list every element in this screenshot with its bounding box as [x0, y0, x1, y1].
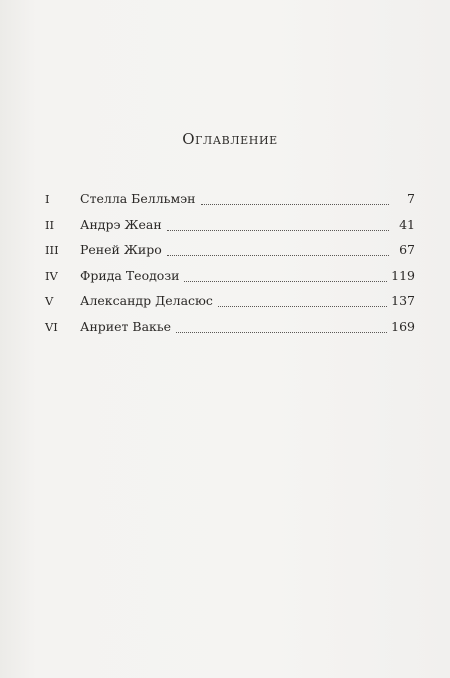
chapter-title: Андрэ Жеан	[80, 216, 162, 232]
chapter-title: Стелла Белльмэн	[80, 191, 196, 206]
toc-entry	[45, 292, 415, 318]
dot-leader	[176, 321, 387, 333]
dot-leader	[184, 270, 387, 282]
chapter-title: Александр Деласюс	[80, 293, 213, 308]
chapter-numeral: I	[45, 192, 50, 206]
toc-entry	[45, 267, 415, 293]
toc-entry	[45, 318, 415, 344]
chapter-numeral: II	[45, 217, 55, 232]
page-number: 67	[399, 242, 415, 257]
dot-leader	[167, 244, 389, 256]
dot-leader	[167, 219, 389, 231]
page-number: 41	[399, 216, 415, 232]
toc-entry	[45, 190, 415, 216]
page-number: 137	[391, 293, 415, 308]
page-number: 119	[391, 267, 415, 283]
toc-entry	[45, 216, 415, 242]
chapter-numeral: V	[45, 294, 54, 308]
chapter-title: Реней Жиро	[80, 242, 162, 257]
chapter-title: Фрида Теодози	[80, 267, 180, 283]
toc-title: Оглавление	[182, 130, 278, 148]
chapter-numeral: IV	[45, 268, 58, 283]
toc-entry	[45, 241, 415, 267]
chapter-numeral: VI	[45, 319, 58, 334]
page-number: 7	[407, 191, 415, 206]
chapter-numeral: III	[45, 243, 59, 257]
dot-leader	[218, 295, 387, 307]
page-number: 169	[391, 318, 415, 334]
toc-list	[45, 190, 415, 343]
chapter-title: Анриет Вакье	[80, 318, 172, 334]
dot-leader	[201, 193, 389, 205]
